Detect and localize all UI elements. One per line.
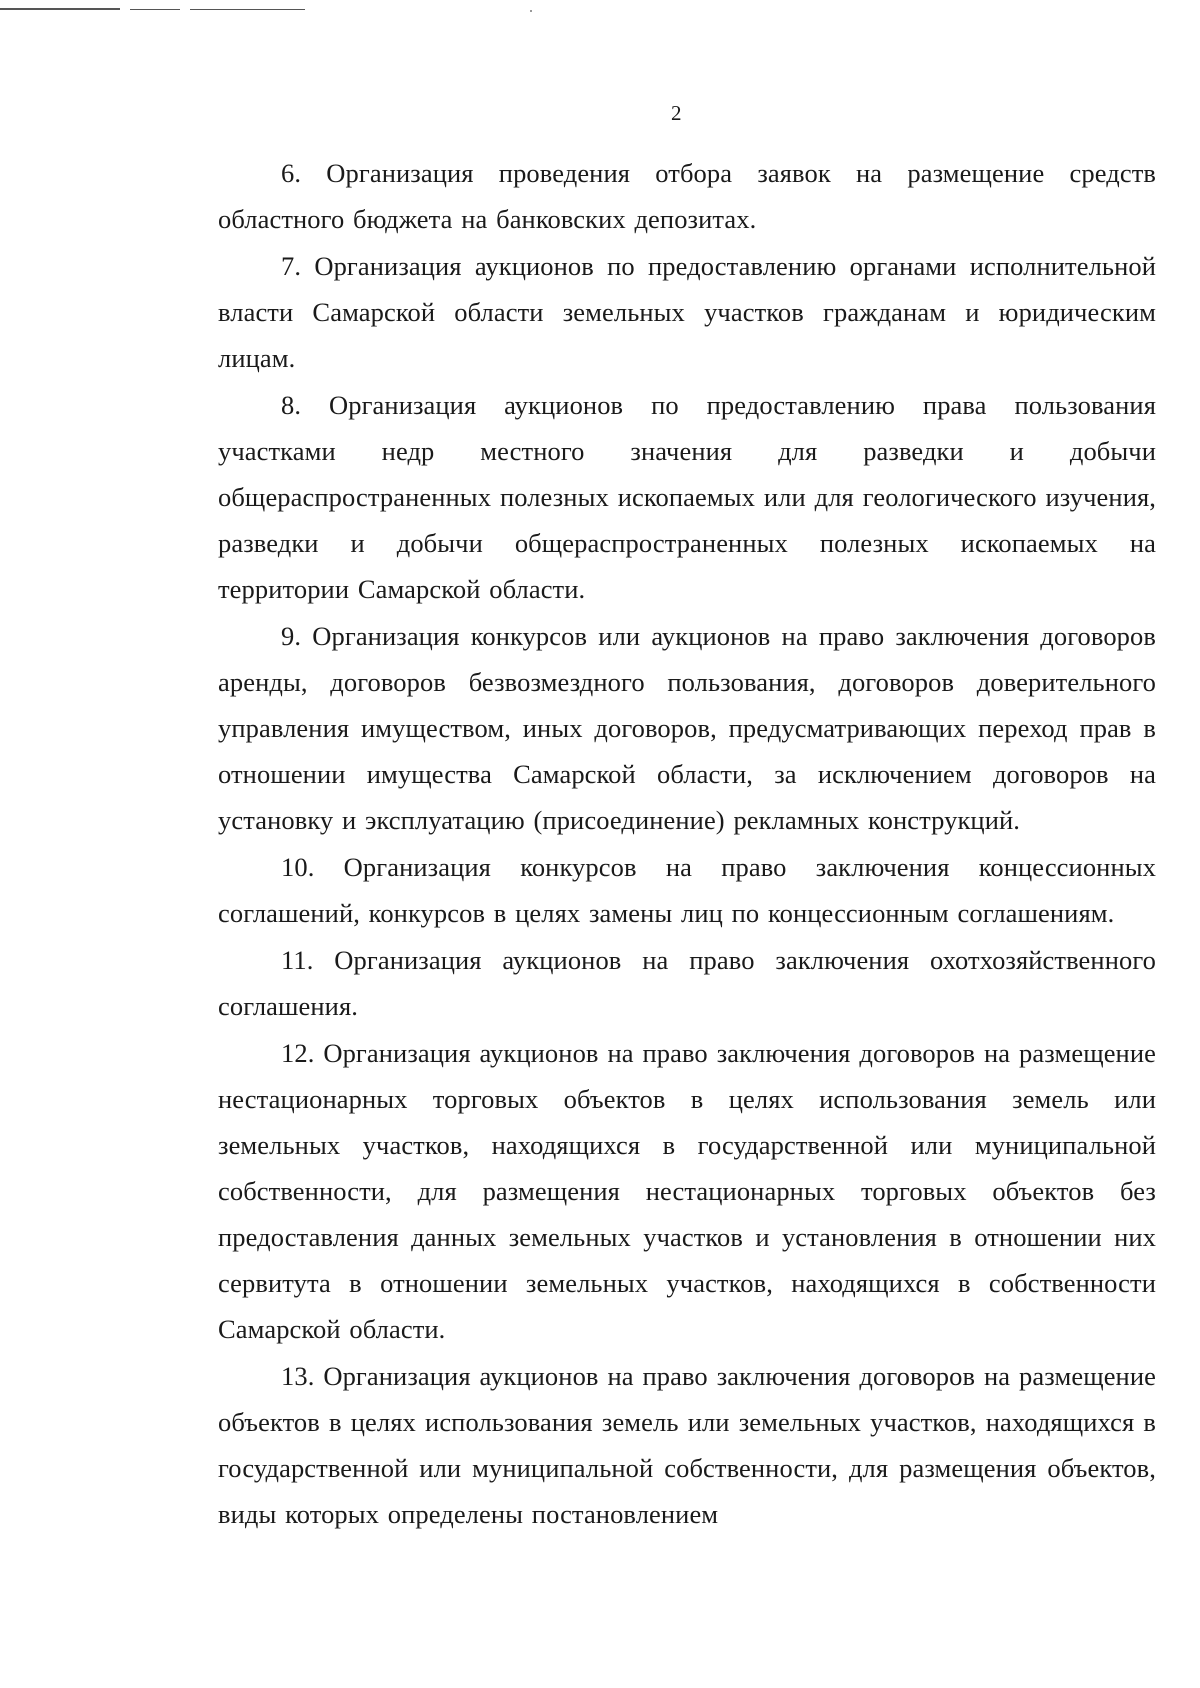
paragraph-6: 6. Организация проведения отбора заявок на размещение средств областного бюджета на банковских депозитах. [218, 158, 1156, 234]
scan-artifact-dot [530, 10, 532, 12]
scan-artifact-line [190, 9, 305, 10]
page-number: 2 [671, 101, 682, 125]
paragraph-7: 7. Организация аукционов по предоставлению органами исполнительной власти Самарской области земельных участков гражданам и юридическим лицам. [218, 251, 1156, 373]
paragraph-12: 12. Организация аукционов на право заключения договоров на размещение нестационарных торговых объектов в целях использования земель или земельных участков, находящихся в государственной или муниципальной собственности, для размещения нестационарных торговых объектов без предоставления данных земельных участков и установления в отношении них сервитута в отношении земельных участков, находящихся в собственности Самарской области. [218, 1038, 1156, 1344]
paragraph-11: 11. Организация аукционов на право заключения охотхозяйственного соглашения. [218, 945, 1156, 1021]
paragraph-8: 8. Организация аукционов по предоставлению права пользования участками недр местного значения для разведки и добычи общераспространенных полезных ископаемых или для геологического изучения, разведки и добычи общераспространенных полезных ископаемых на территории Самарской области. [218, 390, 1156, 604]
paragraph-9: 9. Организация конкурсов или аукционов на право заключения договоров аренды, договоров безвозмездного пользования, договоров доверительного управления имуществом, иных договоров, предусматривающих переход прав в отношении имущества Самарской области, за исключением договоров на установку и эксплуатацию (присоединение) рекламных конструкций. [218, 621, 1156, 835]
paragraph-10: 10. Организация конкурсов на право заключения концессионных соглашений, конкурсов в целях замены лиц по концессионным соглашениям. [218, 852, 1156, 928]
scan-artifact-line [130, 9, 180, 10]
document-body [218, 150, 1156, 1538]
paragraph-13: 13. Организация аукционов на право заключения договоров на размещение объектов в целях использования земель или земельных участков, находящихся в государственной или муниципальной собственности, для размещения объектов, виды которых определены постановлением [218, 1361, 1156, 1529]
scan-artifact-line [0, 8, 120, 10]
